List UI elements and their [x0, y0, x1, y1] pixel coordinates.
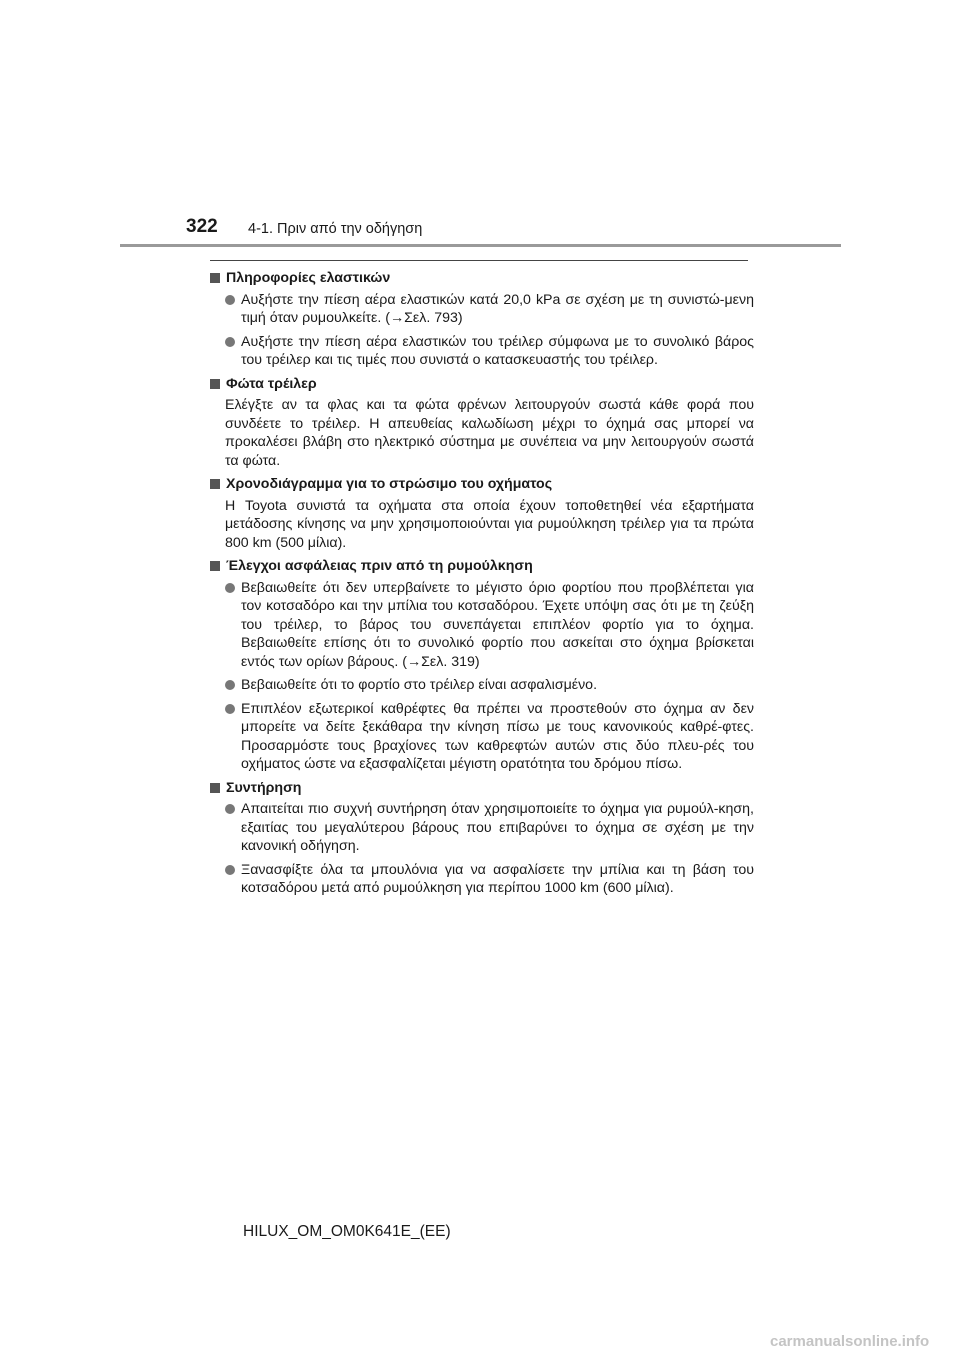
document-code: HILUX_OM_OM0K641E_(EE) [243, 1223, 451, 1240]
page-content [210, 264, 754, 903]
section-break-in-schedule [210, 475, 754, 552]
section-heading [210, 375, 754, 394]
header-rule [120, 244, 841, 247]
square-bullet-icon [210, 479, 220, 489]
circle-bullet-icon [225, 865, 235, 875]
list-item [210, 800, 754, 856]
section-title: Έλεγχοι ασφάλειας πριν από τη ρυμούλκηση [226, 558, 533, 574]
section-heading [210, 475, 754, 494]
item-text: Αυξήστε την πίεση αέρα ελαστικών του τρέιλερ σύμφωνα με το συνολικό βάρος του τρέιλερ και τις τιμές που συνιστά ο κατασκευαστής του τρέιλερ. [241, 333, 754, 368]
circle-bullet-icon [225, 583, 235, 593]
page-number: 322 [186, 216, 218, 237]
section-trailer-lights [210, 375, 754, 471]
item-text: Επιπλέον εξωτερικοί καθρέφτες θα πρέπει να προστεθούν στο όχημα αν δεν μπορείτε να δείτε ξεκάθαρα την κίνηση πίσω με τους κανονικούς καθρέ-φτες. Προσαρμόστε τους βραχίονες των καθρεφτών αυτών στις δύο πλευ-ρές του οχήματος ώστε να εξασφαλίζεται μέγιστη ορατότητα του δρόμου πίσω. [241, 700, 754, 772]
section-paragraph: Η Toyota συνιστά τα οχήματα στα οποία έχουν τοποθετηθεί νέα εξαρτήματα μετάδοσης κίνησης να μην χρησιμοποιούνται για ρυμούλκηση τρέιλερ για τα πρώτα 800 km (500 μίλια). [225, 497, 754, 551]
circle-bullet-icon [225, 295, 235, 305]
section-title: Φώτα τρέιλερ [226, 375, 317, 392]
section-safety-checks [210, 557, 754, 774]
watermark: carmanualsonline.info [770, 1333, 930, 1350]
circle-bullet-icon [225, 337, 235, 347]
item-text: Απαιτείται πιο συχνή συντήρηση όταν χρησιμοποιείτε το όχημα για ρυμούλ-κηση, εξαιτίας του μεγαλύτερου βάρους που επιβαρύνει το όχημα σε σχέση με την κανονική οδήγηση. [241, 801, 754, 854]
section-tire-info [210, 269, 754, 370]
section-heading [210, 557, 754, 576]
item-text: Βεβαιωθείτε ότι δεν υπερβαίνετε το μέγιστο όριο φορτίου που προβλέπεται για τον κοτσαδόρο και την μπίλια του κοτσαδόρου. Έχετε υπόψη σας ότι με τη ζεύξη του τρέιλερ, το βάρος του συνεπάγεται επιπλέον φορτίο για το όχημα. Βεβαιωθείτε επίσης ότι το συνολικό φορτίο που ασκείται στο όχημα βρίσκεται εντός των ορίων βάρους. (→Σελ. 319) [241, 579, 754, 670]
item-text: Ξανασφίξτε όλα τα μπουλόνια για να ασφαλίσετε την μπίλια και τη βάση του κοτσαδόρου μετά από ρυμούλκηση για περίπου 1000 km (600 μίλια). [241, 861, 754, 896]
list-item [210, 676, 754, 695]
section-heading [210, 269, 754, 288]
section-maintenance [210, 779, 754, 898]
circle-bullet-icon [225, 680, 235, 690]
section-rule [210, 260, 748, 261]
section-title: Χρονοδιάγραμμα για το στρώσιμο του οχήματος [226, 476, 553, 492]
list-item [210, 579, 754, 672]
circle-bullet-icon [225, 804, 235, 814]
list-item [210, 333, 754, 370]
section-heading [210, 779, 754, 798]
item-text: Βεβαιωθείτε ότι το φορτίο στο τρέιλερ είναι ασφαλισμένο. [241, 677, 598, 693]
square-bullet-icon [210, 273, 220, 283]
section-title: Συντήρηση [226, 779, 302, 796]
circle-bullet-icon [225, 704, 235, 714]
list-item [210, 700, 754, 774]
list-item [210, 861, 754, 898]
item-text: Αυξήστε την πίεση αέρα ελαστικών κατά 20,0 kPa σε σχέση με τη συνιστώ-μενη τιμή όταν ρυμουλκείτε. (→Σελ. 793) [241, 291, 754, 326]
list-item [210, 291, 754, 328]
chapter-title: 4-1. Πριν από την οδήγηση [248, 221, 423, 237]
section-paragraph: Ελέγξτε αν τα φλας και τα φώτα φρένων λειτουργούν σωστά κάθε φορά που συνδέετε το τρέιλερ. Η απευθείας καλωδίωση μέχρι το όχημά σας μπορεί να προκαλέσει βλάβη στο ηλεκτρικό σύστημα με συνέπεια να μην λειτουργούν σωστά τα φώτα. [225, 397, 754, 469]
square-bullet-icon [210, 561, 220, 571]
square-bullet-icon [210, 379, 220, 389]
square-bullet-icon [210, 783, 220, 793]
section-title: Πληροφορίες ελαστικών [226, 270, 391, 286]
